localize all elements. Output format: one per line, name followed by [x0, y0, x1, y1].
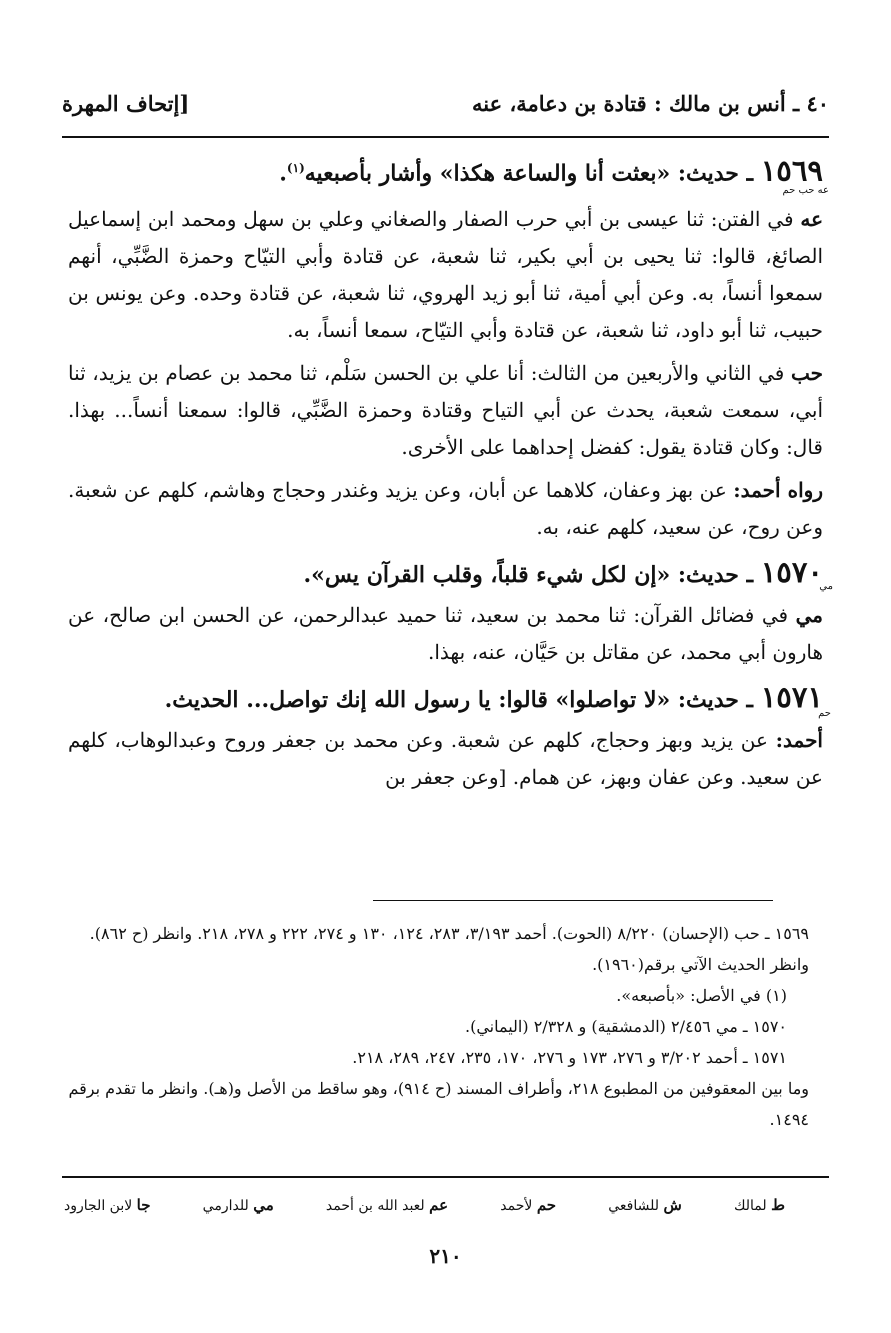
legend-code: مي	[253, 1196, 274, 1214]
heading-end: .	[303, 562, 312, 589]
running-header	[62, 86, 829, 120]
legend-code: حم	[536, 1196, 557, 1214]
main-text	[68, 148, 833, 802]
hadith-title: ـ حديث: «إن لكل شيء قلباً، وقلب القرآن يس»	[311, 562, 754, 589]
legend-code: جا	[136, 1196, 151, 1214]
footnote-line: (١) في الأصل: «بأصبعه».	[616, 986, 787, 1005]
source-code: أحمد:	[775, 728, 823, 753]
source-sigla: عه حب حم	[782, 185, 829, 196]
hadith-title: ـ حديث: «بعثت أنا والساعة هكذا» وأشار بأصبعيه	[304, 160, 754, 187]
footnote-line: ١٥٧١ ـ أحمد ٣/٢٠٢ و ٢٧٦، ١٧٣ و ٢٧٦، ١٧٠، ٢٣٥، ٢٤٧، ٢٨٩، ٢١٨.	[352, 1048, 787, 1067]
heading-end: .	[164, 687, 173, 714]
legend-item	[608, 1196, 682, 1214]
legend-code: ش	[663, 1196, 682, 1214]
legend-code: عم	[429, 1196, 449, 1214]
source-code: حب	[790, 361, 823, 386]
legend-item	[734, 1196, 785, 1214]
legend-label: لأحمد	[500, 1198, 533, 1214]
hadith-heading	[68, 677, 831, 720]
hadith-title: ـ حديث: «لا تواصلوا» قالوا: يا رسول الله إنك تواصل... الحديث	[172, 687, 754, 714]
header-book-title: [إتحاف المهرة	[62, 90, 190, 116]
footnote-rule	[373, 900, 773, 901]
source-paragraph	[68, 722, 823, 796]
source-paragraph	[68, 472, 823, 546]
source-paragraph	[68, 201, 823, 349]
legend-item	[64, 1196, 151, 1214]
paragraph-text: في فضائل القرآن: ثنا محمد بن سعيد، ثنا حميد عبدالرحمن، عن الحسن ابن صالح، عن هارون أبي محمد، عن مقاتل بن حَيَّان، عنه، بهذا.	[68, 603, 823, 665]
footnotes	[68, 918, 809, 1135]
legend-code: ط	[771, 1196, 785, 1214]
legend-item	[203, 1196, 274, 1214]
footnote-marker: (١)	[286, 161, 305, 175]
footnote-line: وما بين المعقوفين من المطبوع ٢١٨، وأطراف المسند (ح ٩١٤)، وهو ساقط من الأصل و(هـ). وانظر ما تقدم برقم ١٤٩٤.	[68, 1079, 809, 1129]
header-rule	[62, 136, 829, 138]
legend-label: لعبد الله بن أحمد	[325, 1198, 425, 1214]
source-code: عه	[800, 207, 823, 232]
paragraph-text: في الفتن: ثنا عيسى بن أبي حرب الصفار والصغاني وعلي بن سهل ومحمد ابن إسماعيل الصائغ، قالوا: ثنا يحيى بن أبي بكير، ثنا شعبة، عن قتادة وأبي التيّاح وحمزة الضَّبِّي، أنهم سمعوا أنساً، به. وعن أبي أمية، ثنا أبو زيد الهروي، ثنا شعبة، عن قتادة وحده. وعن يونس بن حبيب، ثنا أبو داود، ثنا شعبة، عن قتادة وأبي التيّاح، سمعا أنساً، به.	[68, 207, 823, 343]
source-paragraph	[68, 597, 823, 671]
paragraph-text: عن يزيد وبهز وحجاج، كلهم عن شعبة. وعن محمد بن جعفر وروح وعبدالوهاب، كلهم عن سعيد. وعن عفان وبهز، عن همام. [وعن جعفر بن	[68, 728, 823, 790]
legend-item	[500, 1196, 556, 1214]
source-code: مي	[795, 603, 823, 628]
hadith-heading	[68, 148, 829, 196]
source-code: رواه أحمد:	[733, 478, 823, 503]
paragraph-text: عن بهز وعفان، كلاهما عن أبان، وعن يزيد وغندر وحجاج وهاشم، كلهم عن شعبة. وعن روح، عن سعيد، كلهم عنه، به.	[68, 478, 823, 540]
heading-end: .	[279, 160, 287, 187]
source-paragraph	[68, 355, 823, 466]
hadith-heading	[68, 552, 833, 595]
legend-label: للدارمي	[202, 1198, 249, 1214]
legend-label: لابن الجارود	[64, 1198, 133, 1214]
paragraph-text: في الثاني والأربعين من الثالث: أنا علي بن الحسن سَلْم، ثنا محمد بن عصام بن يزيد، ثنا أبي، سمعت شعبة، يحدث عن أبي التياح وقتادة وحمزة الضَّبِّي، قالوا: سمعنا أنساً... بهذا. قال: وكان قتادة يقول: كفضل إحداهما على الأخرى.	[68, 361, 823, 460]
hadith-number: ١٥٧٠	[760, 555, 823, 590]
footnote-line: ١٥٧٠ ـ مي ٢/٤٥٦ (الدمشقية) و ٢/٣٢٨ (اليماني).	[464, 1017, 787, 1036]
page-number: ٢١٠	[429, 1244, 462, 1268]
hadith-number: ١٥٦٩	[760, 153, 823, 188]
header-section-title: ٤٠ ـ أنس بن مالك : قتادة بن دعامة، عنه	[472, 90, 829, 116]
legend-label: للشافعي	[608, 1198, 660, 1214]
abbreviation-legend	[64, 1190, 785, 1220]
source-sigla: مي	[819, 581, 833, 593]
hadith-number: ١٥٧١	[760, 680, 823, 715]
legend-item	[326, 1196, 448, 1214]
legend-rule	[62, 1176, 829, 1178]
source-sigla: حم	[818, 708, 831, 720]
footnote-line: ١٥٦٩ ـ حب (الإحسان) ٨/٢٢٠ (الحوت). أحمد ٣/١٩٣، ٢٨٣، ١٢٤، ١٣٠ و ٢٧٤، ٢٢٢ و ٢٧٨، ٢١٨. وانظر (ح ٨٦٢). وانظر الحديث الآتي برقم(١٩٦٠).	[89, 924, 809, 974]
legend-label: لمالك	[733, 1198, 767, 1214]
